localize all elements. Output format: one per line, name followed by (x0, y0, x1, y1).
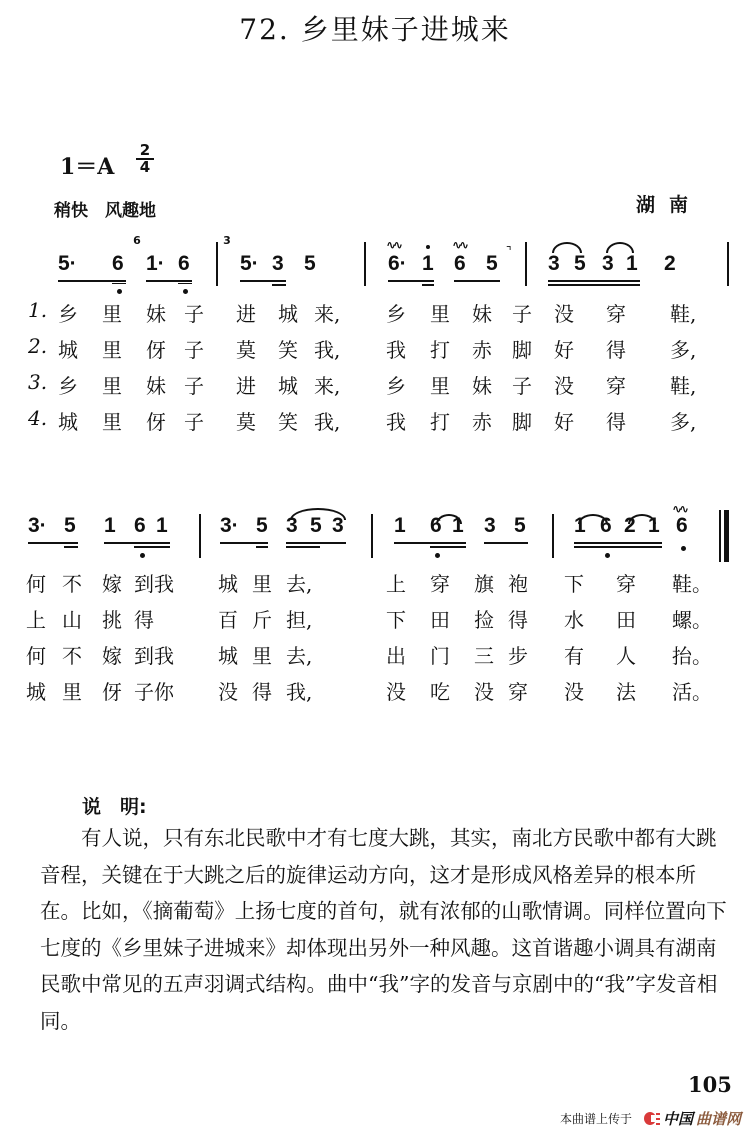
lyric-syllable: 我, (314, 338, 341, 362)
lyric-syllable: 斤 (252, 608, 272, 632)
note: 6· (388, 252, 407, 275)
verse-number: 2. (28, 334, 48, 358)
site-logo-icon (644, 1112, 660, 1126)
lyric-syllable: 脚 (512, 338, 532, 362)
lyric-syllable: 人 (616, 644, 636, 668)
lyric-syllable: 赤 (472, 410, 492, 434)
notes-text: 有人说，只有东北民歌中才有七度大跳，其实，南北方民歌中都有大跳音程，关键在于大跳之后的旋律运动方向，这才是形成风格差异的根本所在。比如，《摘葡萄》上扬七度的首句，就有浓郁的山歌情调。同样位置向下七度的《乡里妹子进城来》却体现出另外一种风趣。这首谐趣小调具有湖南民歌中常见的五声羽调式结构。曲中“我”字的发音与京剧中的“我”字发音相同。 (40, 826, 727, 1033)
lyric-syllable: 袍 (508, 572, 528, 596)
lyric-syllable: 不 (62, 572, 82, 596)
lyric-syllable: 步 (508, 644, 528, 668)
site-name-part2: 曲谱网 (696, 1110, 742, 1128)
note: 5· (58, 252, 77, 275)
note: 1 (574, 514, 586, 537)
lyric-syllable: 抬。 (672, 644, 712, 668)
note: 1 (422, 252, 434, 275)
lyric-syllable: 城 (218, 644, 238, 668)
note: 3 (272, 252, 284, 275)
lyric-syllable: 里 (252, 572, 272, 596)
lyric-syllable: 来, (314, 374, 341, 398)
underline (64, 546, 78, 548)
lyric-syllable: 田 (616, 608, 636, 632)
lyric-syllable: 城 (218, 572, 238, 596)
bar-line (364, 242, 366, 286)
lyric-syllable: 有 (564, 644, 584, 668)
grace-note: 3 (223, 234, 231, 247)
lyric-syllable: 去, (286, 572, 313, 596)
lyric-syllable: 进 (236, 302, 256, 326)
lyric-syllable: 子 (184, 302, 204, 326)
lyric-syllable: 三 (474, 644, 494, 668)
lyric-syllable: 乡 (58, 302, 78, 326)
lyric-syllable: 上 (26, 608, 46, 632)
lyric-syllable: 城 (278, 302, 298, 326)
note: 3· (220, 514, 239, 537)
lyric-syllable: 里 (252, 644, 272, 668)
underline (430, 546, 466, 548)
lyric-syllable: 法 (616, 680, 636, 704)
lyric-syllable: 乡 (386, 302, 406, 326)
lyric-syllable: 去, (286, 644, 313, 668)
lyric-syllable: 担, (286, 608, 313, 632)
lyric-syllable: 好 (554, 338, 574, 362)
lyric-syllable: 里 (102, 302, 122, 326)
lyric-syllable: 嫁 (102, 644, 122, 668)
lyric-syllable: 城 (58, 338, 78, 362)
note: 6 (676, 514, 688, 537)
lyric-syllable: 来, (314, 302, 341, 326)
site-logo[interactable] (644, 1108, 741, 1129)
underline (388, 280, 434, 282)
grace-note: 6 (133, 234, 141, 247)
song-title: 72. 乡里妹子进城来 (239, 13, 511, 46)
note: 2 (664, 252, 676, 275)
lyric-syllable: 水 (564, 608, 584, 632)
lyric-syllable: 鞋, (670, 302, 697, 326)
lyric-syllable: 脚 (512, 410, 532, 434)
lyric-syllable: 乡 (58, 374, 78, 398)
lyric-syllable: 不 (62, 644, 82, 668)
lyric-syllable: 没 (218, 680, 238, 704)
underline (28, 542, 78, 544)
note: 1 (156, 514, 168, 537)
site-name-part1: 中国 (663, 1110, 694, 1128)
lyric-syllable: 活。 (672, 680, 712, 704)
lyric-syllable: 里 (102, 410, 122, 434)
underline (58, 280, 126, 282)
lyric-syllable: 妹 (146, 302, 166, 326)
note: 5 (310, 514, 322, 537)
underline (574, 546, 662, 548)
lyric-syllable: 多, (670, 410, 697, 434)
note: 5· (240, 252, 259, 275)
lyric-syllable: 何 (26, 572, 46, 596)
lyric-syllable: 我, (314, 410, 341, 434)
lyric-syllable: 鞋。 (672, 572, 712, 596)
note: 6 (134, 514, 146, 537)
lyric-syllable: 没 (386, 680, 406, 704)
bar-line (552, 514, 554, 558)
time-signature (136, 141, 154, 176)
note: 5 (304, 252, 316, 275)
lyric-syllable: 子 (184, 338, 204, 362)
lyric-syllable: 下 (564, 572, 584, 596)
note: 5 (486, 252, 498, 275)
lyric-syllable: 笑 (278, 410, 298, 434)
lyric-syllable: 得 (508, 608, 528, 632)
low-octave-dot (140, 553, 145, 558)
lyric-syllable: 进 (236, 374, 256, 398)
note: 6 (600, 514, 612, 537)
region-label: 湖南 (636, 194, 703, 216)
lyric-syllable: 我 (386, 338, 406, 362)
verse-number: 4. (28, 406, 48, 430)
underline (454, 280, 500, 282)
lyric-syllable: 没 (554, 374, 574, 398)
lyric-syllable: 嫁 (102, 572, 122, 596)
lyric-syllable: 没 (474, 680, 494, 704)
note: 1· (146, 252, 165, 275)
lyric-syllable: 好 (554, 410, 574, 434)
underline (178, 283, 192, 284)
verse-number: 1. (28, 298, 48, 322)
note: 2 (624, 514, 636, 537)
lyric-syllable: 何 (26, 644, 46, 668)
note: 3 (332, 514, 344, 537)
lyric-syllable: 到我 (134, 572, 174, 596)
lyric-syllable: 赤 (472, 338, 492, 362)
bar-line (199, 514, 201, 558)
note: 6 (454, 252, 466, 275)
lyric-syllable: 穿 (430, 572, 450, 596)
lyric-syllable: 子你 (134, 680, 174, 704)
lyric-syllable: 得 (606, 410, 626, 434)
lyric-syllable: 捡 (474, 608, 494, 632)
underline (272, 284, 286, 286)
lyric-syllable: 田 (430, 608, 450, 632)
tempo-marking: 稍快 风趣地 (54, 201, 156, 221)
low-octave-dot (183, 289, 188, 294)
note: 1 (104, 514, 116, 537)
lyric-syllable: 山 (62, 608, 82, 632)
lyric-syllable: 挑 (102, 608, 122, 632)
notes-paragraph (40, 820, 730, 1039)
underline (548, 280, 640, 282)
lyric-syllable: 子 (512, 374, 532, 398)
bar-line (371, 514, 373, 558)
bar-line (525, 242, 527, 286)
notes-heading: 说 明: (82, 796, 147, 818)
note: 6 (430, 514, 442, 537)
low-octave-dot (117, 289, 122, 294)
lyric-syllable: 上 (386, 572, 406, 596)
note: 5 (64, 514, 76, 537)
lyric-syllable: 得 (134, 608, 154, 632)
lyric-syllable: 城 (58, 410, 78, 434)
note: 5 (574, 252, 586, 275)
lyric-syllable: 鞋, (670, 374, 697, 398)
lyric-syllable: 莫 (236, 410, 256, 434)
underline (146, 280, 192, 282)
lyric-syllable: 子 (184, 410, 204, 434)
lyric-syllable: 我, (286, 680, 313, 704)
lyric-syllable: 门 (430, 644, 450, 668)
note: 3· (28, 514, 47, 537)
lyric-syllable: 乡 (386, 374, 406, 398)
mordent-icon: ∿∿ (386, 238, 401, 252)
note: 1 (394, 514, 406, 537)
lyric-syllable: 子 (184, 374, 204, 398)
bar-line (216, 242, 218, 286)
low-octave-dot (605, 553, 610, 558)
underline (134, 546, 170, 548)
lyric-syllable: 百 (218, 608, 238, 632)
key-signature: 1＝A (60, 154, 115, 180)
underline (240, 280, 286, 282)
low-octave-dot (435, 553, 440, 558)
note: 3 (484, 514, 496, 537)
note: 5 (514, 514, 526, 537)
lyric-syllable: 穿 (606, 302, 626, 326)
lyric-syllable: 穿 (606, 374, 626, 398)
lyric-syllable: 没 (554, 302, 574, 326)
low-octave-dot (681, 546, 686, 551)
lyric-syllable: 多, (670, 338, 697, 362)
underline (220, 542, 268, 544)
lyric-syllable: 旗 (474, 572, 494, 596)
mordent-icon: ∿∿ (452, 238, 467, 252)
lyric-syllable: 妹 (146, 374, 166, 398)
underline (484, 542, 528, 544)
lyric-syllable: 穿 (508, 680, 528, 704)
underline (256, 546, 268, 548)
lyric-syllable: 螺。 (672, 608, 712, 632)
lyric-syllable: 里 (62, 680, 82, 704)
lyric-syllable: 下 (386, 608, 406, 632)
fall-ornament-icon: ⌝ (506, 244, 512, 258)
final-bar-line-thick (724, 510, 729, 562)
note: 1 (626, 252, 638, 275)
note: 6 (178, 252, 190, 275)
lyric-syllable: 吃 (430, 680, 450, 704)
lyric-syllable: 我 (386, 410, 406, 434)
lyric-syllable: 妹 (472, 302, 492, 326)
underline (548, 284, 640, 286)
note: 6 (112, 252, 124, 275)
upload-credit: 本曲谱上传于 (560, 1112, 633, 1126)
lyric-syllable: 得 (252, 680, 272, 704)
lyric-syllable: 伢 (146, 410, 166, 434)
lyric-syllable: 穿 (616, 572, 636, 596)
lyric-syllable: 城 (278, 374, 298, 398)
lyric-syllable: 到我 (134, 644, 174, 668)
lyric-syllable: 伢 (102, 680, 122, 704)
lyric-syllable: 里 (430, 374, 450, 398)
lyric-syllable: 没 (564, 680, 584, 704)
lyric-syllable: 伢 (146, 338, 166, 362)
note: 1 (452, 514, 464, 537)
mordent-icon: ∿∿ (672, 502, 687, 516)
lyric-syllable: 城 (26, 680, 46, 704)
lyric-syllable: 打 (430, 338, 450, 362)
time-signature-top: 2 (139, 141, 151, 159)
note: 1 (648, 514, 660, 537)
underline (112, 283, 126, 284)
lyric-syllable: 笑 (278, 338, 298, 362)
note: 3 (602, 252, 614, 275)
note: 3 (548, 252, 560, 275)
underline (574, 542, 662, 544)
underline (104, 542, 170, 544)
final-bar-line-thin (719, 510, 721, 562)
bar-line (727, 242, 729, 286)
lyric-syllable: 妹 (472, 374, 492, 398)
lyric-syllable: 出 (386, 644, 406, 668)
note: 5 (256, 514, 268, 537)
note: 3 (286, 514, 298, 537)
underline (422, 284, 434, 286)
verse-number: 3. (28, 370, 48, 394)
lyric-syllable: 莫 (236, 338, 256, 362)
lyric-syllable: 里 (430, 302, 450, 326)
time-signature-bottom: 4 (139, 158, 151, 176)
underline (286, 546, 320, 548)
high-octave-dot (426, 245, 430, 249)
underline (394, 542, 466, 544)
underline (286, 542, 346, 544)
page-number: 105 (688, 1072, 732, 1097)
lyric-syllable: 里 (102, 374, 122, 398)
lyric-syllable: 得 (606, 338, 626, 362)
lyric-syllable: 子 (512, 302, 532, 326)
lyric-syllable: 打 (430, 410, 450, 434)
lyric-syllable: 里 (102, 338, 122, 362)
